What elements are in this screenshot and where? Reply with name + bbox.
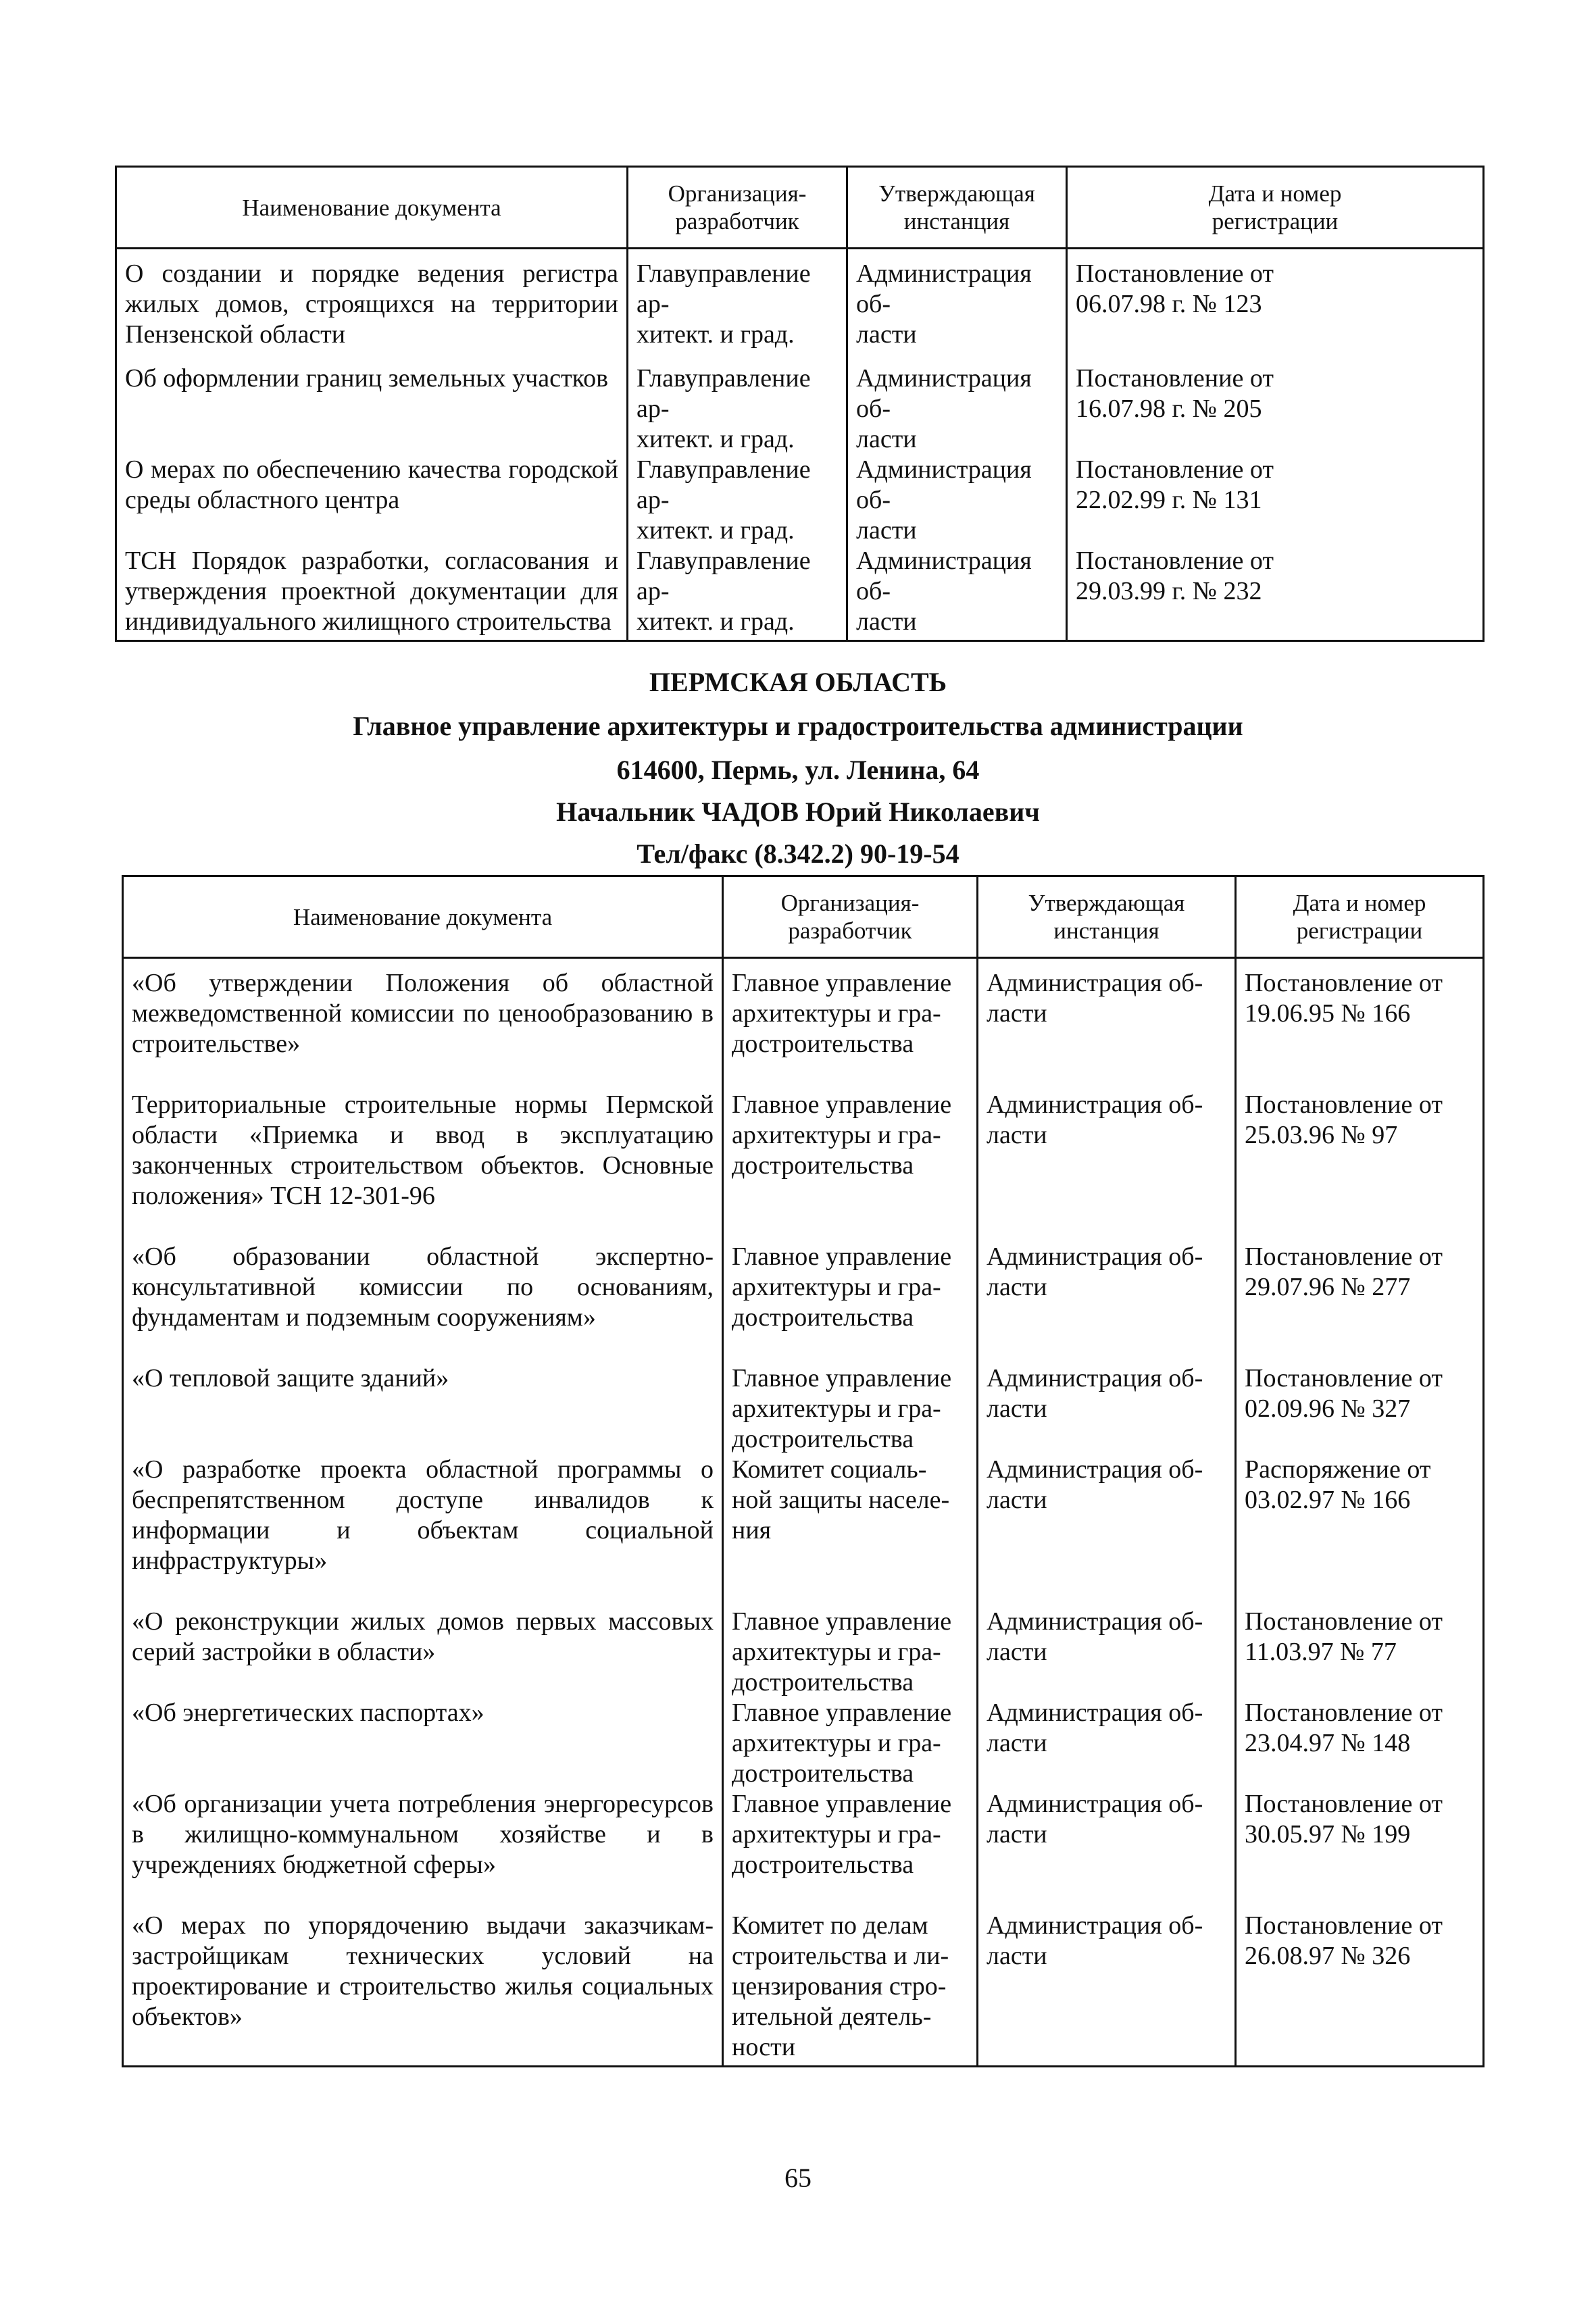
registration: Постановление от 19.06.95 № 166 <box>1236 958 1484 1090</box>
developer: Главное управление архитектуры и гра- достроительства <box>723 1242 978 1363</box>
developer: Главное управление архитектуры и гра- достроительства <box>723 958 978 1090</box>
authority: Администрация об- ласти <box>978 1090 1236 1242</box>
table-row <box>116 455 1484 546</box>
table-row <box>123 1607 1484 1698</box>
table-row <box>116 363 1484 455</box>
authority: Администрация об- ласти <box>978 1455 1236 1607</box>
document-name: «Об утверждении Положения об областной межведомственной комиссии по ценообразованию в строительстве» <box>123 958 723 1090</box>
table-row <box>123 958 1484 1090</box>
registration: Постановление от 06.07.98 г. № 123 <box>1067 249 1484 351</box>
spacer <box>1067 350 1484 363</box>
document-name: «Об образовании областной экспертно-консультативной комиссии по основаниям, фундаментам и подземным сооружениям» <box>123 1242 723 1363</box>
header-approving-authority: Утверждающая инстанция <box>847 167 1067 249</box>
document-name: «О тепловой защите зданий» <box>123 1363 723 1455</box>
developer: Главуправление ар- хитект. и град. <box>628 249 847 351</box>
department-phone: Тел/факс (8.342.2) 90-19-54 <box>637 838 959 869</box>
document-name: О создании и порядке ведения регистра жилых домов, строящихся на территории Пензенской области <box>116 249 628 351</box>
department-head: Начальник ЧАДОВ Юрий Николаевич <box>556 797 1040 827</box>
spacer <box>628 350 847 363</box>
registration: Постановление от 25.03.96 № 97 <box>1236 1090 1484 1242</box>
authority: Администрация об- ласти <box>978 1789 1236 1911</box>
table-header-row <box>116 167 1484 249</box>
documents-table-perm <box>122 875 1485 2067</box>
developer: Главное управление архитектуры и гра- достроительства <box>723 1698 978 1789</box>
header-document-name: Наименование документа <box>123 876 723 958</box>
spacer <box>116 350 628 363</box>
table-row <box>123 1455 1484 1607</box>
document-name: «О разработке проекта областной программы о беспрепятственном доступе инвалидов к информации и объектам социальной инфраструктуры» <box>123 1455 723 1607</box>
table-row <box>123 1363 1484 1455</box>
authority: Администрация об- ласти <box>978 958 1236 1090</box>
registration: Постановление от 22.02.99 г. № 131 <box>1067 455 1484 546</box>
developer: Главуправление ар- хитект. и град. <box>628 363 847 455</box>
spacer <box>847 350 1067 363</box>
documents-table-penza <box>115 166 1485 642</box>
header-registration: Дата и номер регистрации <box>1236 876 1484 958</box>
authority: Администрация об- ласти <box>978 1363 1236 1455</box>
header-registration: Дата и номер регистрации <box>1067 167 1484 249</box>
table-row <box>116 350 1484 363</box>
developer: Главное управление архитектуры и гра- достроительства <box>723 1363 978 1455</box>
authority: Администрация об- ласти <box>978 1698 1236 1789</box>
department-title: Главное управление архитектуры и градостроительства администрации <box>353 711 1243 741</box>
registration: Постановление от 30.05.97 № 199 <box>1236 1789 1484 1911</box>
page-number: 65 <box>784 2163 812 2193</box>
table-row <box>123 1698 1484 1789</box>
department-address: 614600, Пермь, ул. Ленина, 64 <box>616 755 980 785</box>
document-name: «Об организации учета потребления энергоресурсов в жилищно-коммунальном хозяйстве и в учреждениях бюджетной сферы» <box>123 1789 723 1911</box>
registration: Постановление от 29.03.99 г. № 232 <box>1067 546 1484 641</box>
document-name: Территориальные строительные нормы Пермской области «Приемка и ввод в эксплуатацию законченных строительством объектов. Основные положения» ТСН 12-301-96 <box>123 1090 723 1242</box>
document-name: «О реконструкции жилых домов первых массовых серий застройки в области» <box>123 1607 723 1698</box>
registration: Постановление от 29.07.96 № 277 <box>1236 1242 1484 1363</box>
table-row <box>123 1789 1484 1911</box>
header-developer: Организация- разработчик <box>723 876 978 958</box>
developer: Главное управление архитектуры и гра- достроительства <box>723 1607 978 1698</box>
registration: Распоряжение от 03.02.97 № 166 <box>1236 1455 1484 1607</box>
header-approving-authority: Утверждающая инстанция <box>978 876 1236 958</box>
table-row <box>116 249 1484 351</box>
table-row <box>116 546 1484 641</box>
developer: Комитет социаль- ной защиты населе- ния <box>723 1455 978 1607</box>
developer: Главуправление ар- хитект. и град. <box>628 455 847 546</box>
authority: Администрация об- ласти <box>978 1911 1236 2067</box>
document-name: «Об энергетических паспортах» <box>123 1698 723 1789</box>
document-name: «О мерах по упорядочению выдачи заказчикам-застройщикам технических условий на проектирование и строительство жилья социальных объектов» <box>123 1911 723 2067</box>
document-name: ТСН Порядок разработки, согласования и утверждения проектной документации для индивидуального жилищного строительства <box>116 546 628 641</box>
table-row <box>123 1911 1484 2067</box>
region-title: ПЕРМСКАЯ ОБЛАСТЬ <box>649 667 947 697</box>
document-name: О мерах по обеспечению качества городской среды областного центра <box>116 455 628 546</box>
document-name: Об оформлении границ земельных участков <box>116 363 628 455</box>
developer: Комитет по делам строительства и ли- цензирования стро- ительной деятель- ности <box>723 1911 978 2067</box>
developer: Главное управление архитектуры и гра- достроительства <box>723 1090 978 1242</box>
registration: Постановление от 16.07.98 г. № 205 <box>1067 363 1484 455</box>
table-row <box>123 1242 1484 1363</box>
registration: Постановление от 02.09.96 № 327 <box>1236 1363 1484 1455</box>
registration: Постановление от 26.08.97 № 326 <box>1236 1911 1484 2067</box>
developer: Главуправление ар- хитект. и град. <box>628 546 847 641</box>
authority: Администрация об- ласти <box>978 1607 1236 1698</box>
table-row <box>123 1090 1484 1242</box>
registration: Постановление от 11.03.97 № 77 <box>1236 1607 1484 1698</box>
authority: Администрация об- ласти <box>847 363 1067 455</box>
authority: Администрация об- ласти <box>847 249 1067 351</box>
developer: Главное управление архитектуры и гра- достроительства <box>723 1789 978 1911</box>
authority: Администрация об- ласти <box>847 546 1067 641</box>
authority: Администрация об- ласти <box>847 455 1067 546</box>
header-developer: Организация- разработчик <box>628 167 847 249</box>
authority: Администрация об- ласти <box>978 1242 1236 1363</box>
header-document-name: Наименование документа <box>116 167 628 249</box>
table-header-row <box>123 876 1484 958</box>
registration: Постановление от 23.04.97 № 148 <box>1236 1698 1484 1789</box>
